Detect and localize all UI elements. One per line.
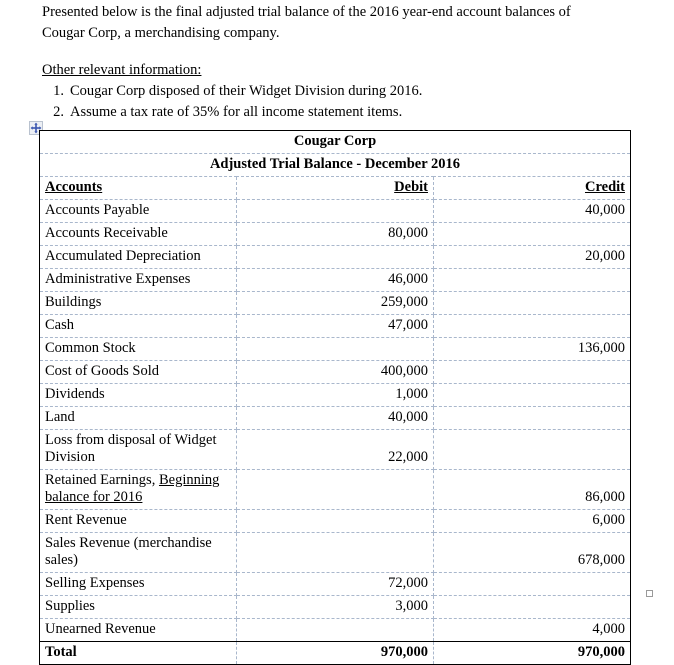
cell-account: Unearned Revenue [40,619,237,642]
cell-account: Cost of Goods Sold [40,361,237,384]
table-row [40,596,631,619]
table-row [40,338,631,361]
cell-credit [434,292,631,315]
table-row [40,619,631,642]
table-row [40,407,631,430]
cell-debit [237,533,434,573]
cell-credit [434,430,631,470]
cell-account: Rent Revenue [40,510,237,533]
list-item-text: Assume a tax rate of 35% for all income statement items. [70,104,403,120]
list-item-number: 2. [53,104,64,120]
table-row [40,292,631,315]
table-row [40,510,631,533]
table-row [40,470,631,510]
column-header-accounts-label: Accounts [45,179,103,195]
cell-account [40,470,237,510]
cell-account-text-underlined: Beginning balance for 2016 [45,472,220,505]
table-row [40,384,631,407]
table-resize-handle[interactable] [646,590,653,597]
cell-account-text: Retained Earnings, [45,472,159,488]
cell-credit [434,596,631,619]
cell-account: Accounts Payable [40,200,237,223]
other-relevant-information-heading: Other relevant information: [42,62,202,78]
cell-credit: 20,000 [434,246,631,269]
cell-account: Sales Revenue (merchandise sales) [40,533,237,573]
cell-debit [237,246,434,269]
cell-account: Common Stock [40,338,237,361]
cell-debit: 72,000 [237,573,434,596]
cell-debit: 80,000 [237,223,434,246]
cell-credit: 40,000 [434,200,631,223]
cell-account: Land [40,407,237,430]
table-title-line-1: Cougar Corp [40,131,631,154]
cell-debit: 40,000 [237,407,434,430]
table-subtitle-row [40,154,631,177]
intro-text-block [42,2,652,123]
column-header-debit-label: Debit [394,179,428,195]
table-row [40,246,631,269]
cell-credit [434,223,631,246]
table-row [40,573,631,596]
cell-account: Selling Expenses [40,573,237,596]
cell-debit: 1,000 [237,384,434,407]
column-header-credit [434,177,631,200]
list-item-number: 1. [53,83,64,99]
column-header-debit [237,177,434,200]
intro-line: Cougar Corp, a merchandising company. [42,25,280,41]
table-title-line-2: Adjusted Trial Balance - December 2016 [40,154,631,177]
cell-credit [434,407,631,430]
table-row [40,533,631,573]
cell-credit [434,573,631,596]
cell-debit [237,470,434,510]
table-row [40,361,631,384]
cell-total-label: Total [40,642,237,665]
cell-account: Administrative Expenses [40,269,237,292]
cell-account: Supplies [40,596,237,619]
list-item [42,102,652,123]
cell-debit: 400,000 [237,361,434,384]
cell-debit: 259,000 [237,292,434,315]
cell-credit: 6,000 [434,510,631,533]
cell-total-credit: 970,000 [434,642,631,665]
cell-debit [237,338,434,361]
list-item-text: Cougar Corp disposed of their Widget Division during 2016. [70,83,423,99]
cell-account: Accumulated Depreciation [40,246,237,269]
table-total-row [40,642,631,665]
cell-account: Dividends [40,384,237,407]
table-body [40,131,631,665]
cell-credit [434,269,631,292]
cell-debit [237,200,434,223]
table-title-row [40,131,631,154]
cell-debit: 22,000 [237,430,434,470]
adjusted-trial-balance-table [39,130,631,665]
intro-line: Presented below is the final adjusted trial balance of the 2016 year-end account balances of [42,4,571,20]
cell-credit: 86,000 [434,470,631,510]
cell-account: Buildings [40,292,237,315]
table-header-row [40,177,631,200]
cell-account: Cash [40,315,237,338]
table-row [40,200,631,223]
cell-debit [237,510,434,533]
table-row [40,269,631,292]
cell-debit [237,619,434,642]
cell-account: Accounts Receivable [40,223,237,246]
table-row [40,223,631,246]
cell-debit: 3,000 [237,596,434,619]
cell-credit [434,315,631,338]
cell-credit [434,361,631,384]
table-row [40,430,631,470]
cell-debit: 46,000 [237,269,434,292]
cell-credit: 4,000 [434,619,631,642]
cell-credit [434,384,631,407]
cell-debit: 47,000 [237,315,434,338]
cell-credit: 678,000 [434,533,631,573]
column-header-accounts [40,177,237,200]
cell-credit: 136,000 [434,338,631,361]
other-info-list [42,81,652,123]
list-item [42,81,652,102]
column-header-credit-label: Credit [584,179,625,195]
cell-account: Loss from disposal of Widget Division [40,430,237,470]
table-row [40,315,631,338]
cell-total-debit: 970,000 [237,642,434,665]
